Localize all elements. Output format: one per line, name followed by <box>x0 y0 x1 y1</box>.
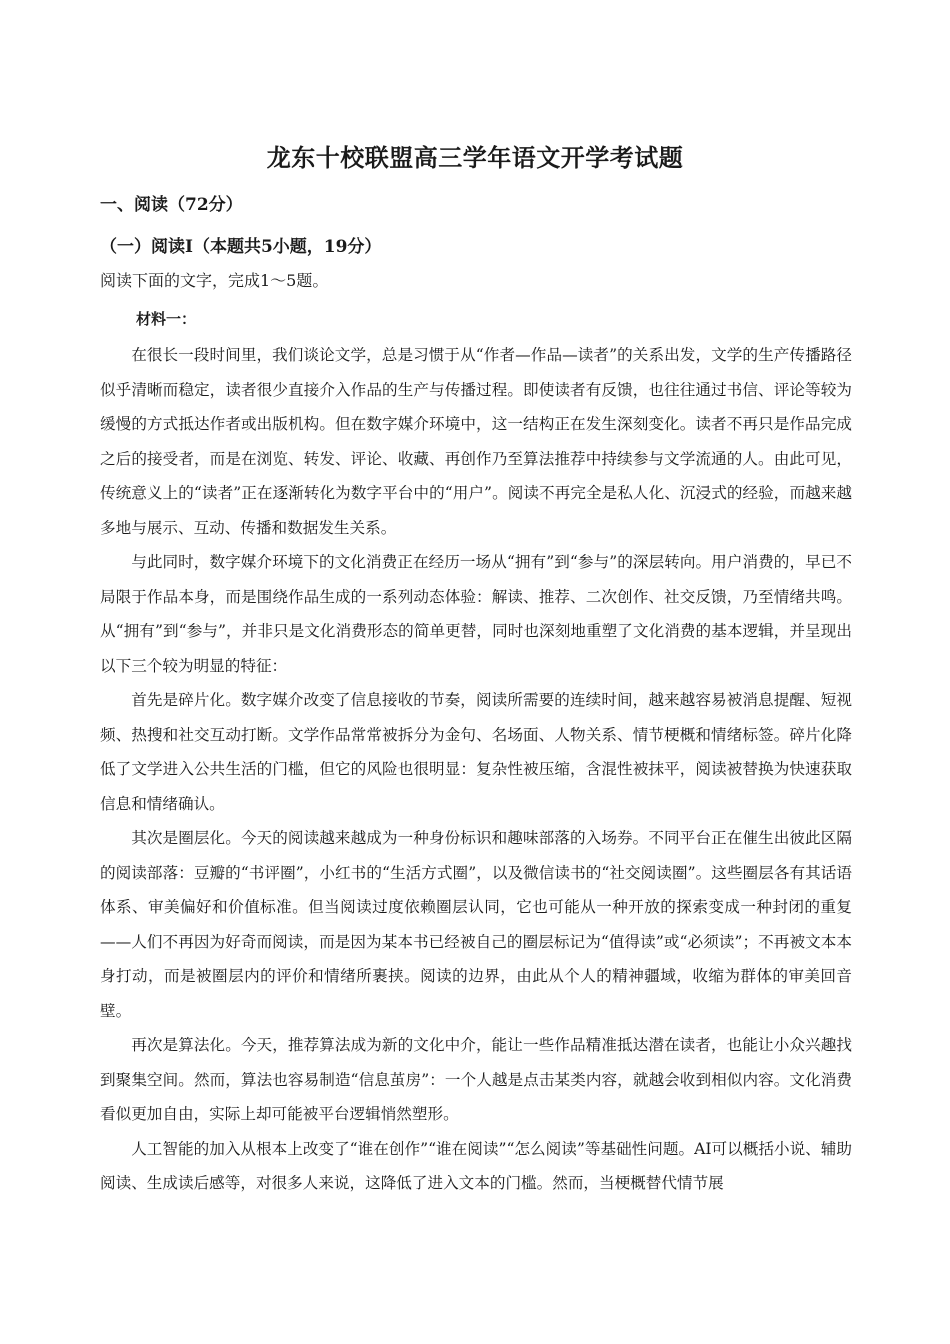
section-heading: 一、阅读（72分） <box>100 195 243 215</box>
paragraph-3: 首先是碎片化。数字媒介改变了信息接收的节奏，阅读所需要的连续时间，越来越容易被消息提醒、短视频、热搜和社交互动打断。文学作品常常被拆分为金句、名场面、人物关系、情节梗概和情绪标签。碎片化降低了文学进入公共生活的门槛，但它的风险也很明显：复杂性被压缩，含混性被抹平，阅读被替换为快速获取信息和情绪确认。 <box>100 691 852 813</box>
material-label: 材料一： <box>136 310 197 328</box>
paragraph-1: 在很长一段时间里，我们谈论文学，总是习惯于从“作者—作品—读者”的关系出发，文学的生产传播路径似乎清晰而稳定，读者很少直接介入作品的生产与传播过程。即使读者有反馈，也往往通过书信、评论等较为缓慢的方式抵达作者或出版机构。但在数字媒介环境中，这一结构正在发生深刻变化。读者不再只是作品完成之后的接受者，而是在浏览、转发、评论、收藏、再创作乃至算法推荐中持续参与文学流通的人。由此可见，传统意义上的“读者”正在逐渐转化为数字平台中的“用户”。阅读不再完全是私人化、沉浸式的经验，而越来越多地与展示、互动、传播和数据发生关系。 <box>100 346 852 537</box>
passage-body <box>100 338 852 1201</box>
exam-title: 龙东十校联盟高三学年语文开学考试题 <box>266 143 684 172</box>
paragraph-2: 与此同时，数字媒介环境下的文化消费正在经历一场从“拥有”到“参与”的深层转向。用户消费的，早已不局限于作品本身，而是围绕作品生成的一系列动态体验：解读、推荐、二次创作、社交反馈，乃至情绪共鸣。从“拥有”到“参与”，并非只是文化消费形态的简单更替，同时也深刻地重塑了文化消费的基本逻辑，并呈现出以下三个较为明显的特征： <box>100 553 852 675</box>
paragraph-4: 其次是圈层化。今天的阅读越来越成为一种身份标识和趣味部落的入场券。不同平台正在催生出彼此区隔的阅读部落：豆瓣的“书评圈”，小红书的“生活方式圈”，以及微信读书的“社交阅读圈”。这些圈层各有其话语体系、审美偏好和价值标准。但当阅读过度依赖圈层认同，它也可能从一种开放的探索变成一种封闭的重复——人们不再因为好奇而阅读，而是因为某本书已经被自己的圈层标记为“值得读”或“必须读”；不再被文本本身打动，而是被圈层内的评价和情绪所裹挟。阅读的边界，由此从个人的精神疆域，收缩为群体的审美回音壁。 <box>100 829 852 1020</box>
subsection-heading: （一）阅读Ⅰ（本题共5小题，19分） <box>100 237 382 257</box>
paragraph-6: 人工智能的加入从根本上改变了“谁在创作”“谁在阅读”“怎么阅读”等基础性问题。AI可以概括小说、辅助阅读、生成读后感等，对很多人来说，这降低了进入文本的门槛。然而，当梗概替代情节展 <box>100 1139 852 1192</box>
reading-instruction: 阅读下面的文字，完成1～5题。 <box>100 271 329 290</box>
paragraph-5: 再次是算法化。今天，推荐算法成为新的文化中介，能让一些作品精准抵达潜在读者，也能让小众兴趣找到聚集空间。然而，算法也容易制造“信息茧房”：一个人越是点击某类内容，就越会收到相似内容。文化消费看似更加自由，实际上却可能被平台逻辑悄然塑形。 <box>100 1036 852 1123</box>
